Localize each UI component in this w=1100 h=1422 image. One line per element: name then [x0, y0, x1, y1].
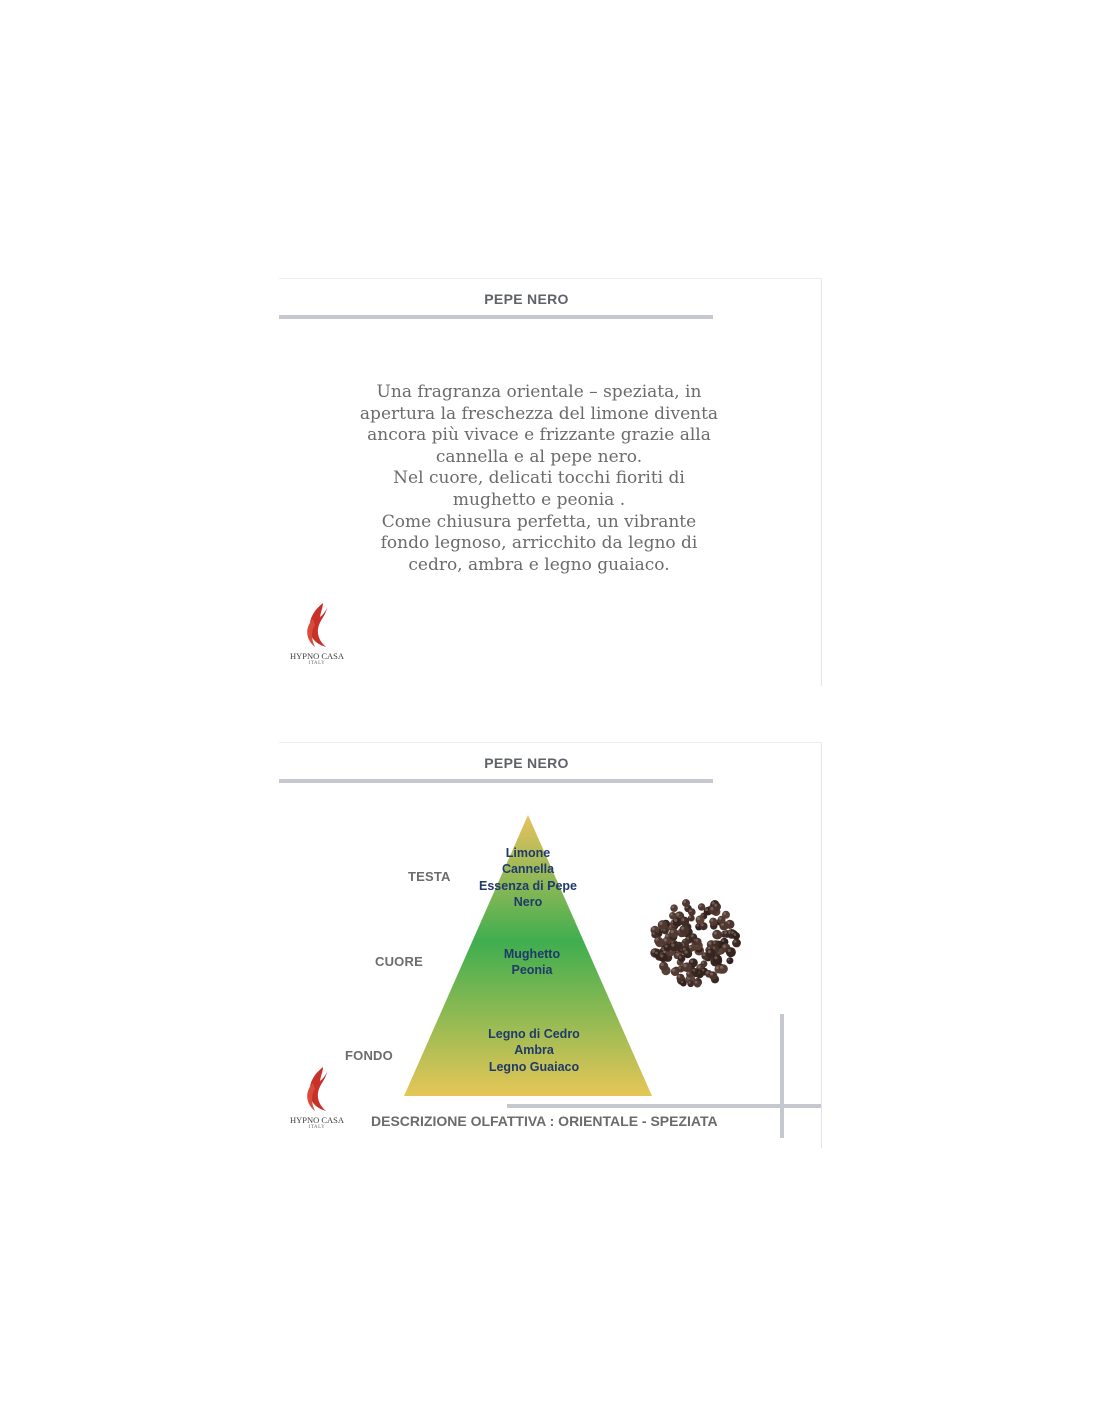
description-line: Nel cuore, delicati tocchi fioriti di	[393, 468, 685, 489]
note-item: Legno di Cedro	[488, 1027, 580, 1041]
description-line: apertura la freschezza del limone diventa	[359, 403, 719, 424]
slide-title: PEPE NERO	[484, 755, 569, 771]
brand-logo	[282, 601, 352, 666]
olfactory-description: DESCRIZIONE OLFATTIVA : ORIENTALE - SPEZIATA	[371, 1113, 718, 1129]
title-underline	[279, 779, 713, 783]
frame-divider-vertical	[780, 1014, 784, 1138]
note-item: Cannella	[501, 862, 555, 877]
black-peppercorns-image	[647, 893, 743, 991]
tier-label-cuore: CUORE	[375, 954, 423, 969]
slide-title: PEPE NERO	[484, 291, 569, 307]
logo-sub: ITALY	[308, 1125, 326, 1130]
slide-description	[279, 278, 822, 686]
fragrance-description	[339, 382, 739, 576]
description-line: Come chiusura perfetta, un vibrante	[381, 511, 697, 532]
notes-cuore	[473, 946, 591, 979]
tier-label-testa: TESTA	[408, 869, 451, 884]
description-line: ancora più vivace e frizzante grazie alla	[367, 425, 711, 446]
description-line: mughetto e peonia .	[452, 489, 626, 510]
notes-fondo	[470, 1026, 598, 1075]
note-item: Mughetto	[503, 947, 561, 961]
logo-name: HYPNO CASA	[289, 1115, 345, 1125]
note-item: Peonia	[511, 963, 553, 978]
flame-logo-icon	[299, 601, 335, 651]
tier-label-fondo: FONDO	[345, 1048, 393, 1063]
description-line: cedro, ambra e legno guaiaco.	[408, 554, 670, 575]
note-item: Legno Guaiaco	[488, 1059, 580, 1074]
note-item: Limone	[505, 846, 551, 860]
flame-logo-icon	[299, 1065, 335, 1115]
frame-divider-horizontal	[507, 1104, 821, 1108]
brand-logo	[282, 1065, 352, 1130]
description-line: Una fragranza orientale – speziata, in	[376, 382, 702, 402]
notes-testa	[469, 845, 587, 911]
description-line: fondo legnoso, arricchito da legno di	[380, 533, 698, 554]
note-item: Essenza di Pepe	[479, 878, 577, 893]
note-item: Ambra	[514, 1043, 554, 1058]
logo-name: HYPNO CASA	[289, 651, 345, 661]
note-item: Nero	[513, 895, 543, 910]
logo-sub: ITALY	[308, 661, 326, 666]
description-line: cannella e al pepe nero.	[435, 446, 643, 467]
title-underline	[279, 315, 713, 319]
slide-pyramid	[279, 742, 822, 1148]
